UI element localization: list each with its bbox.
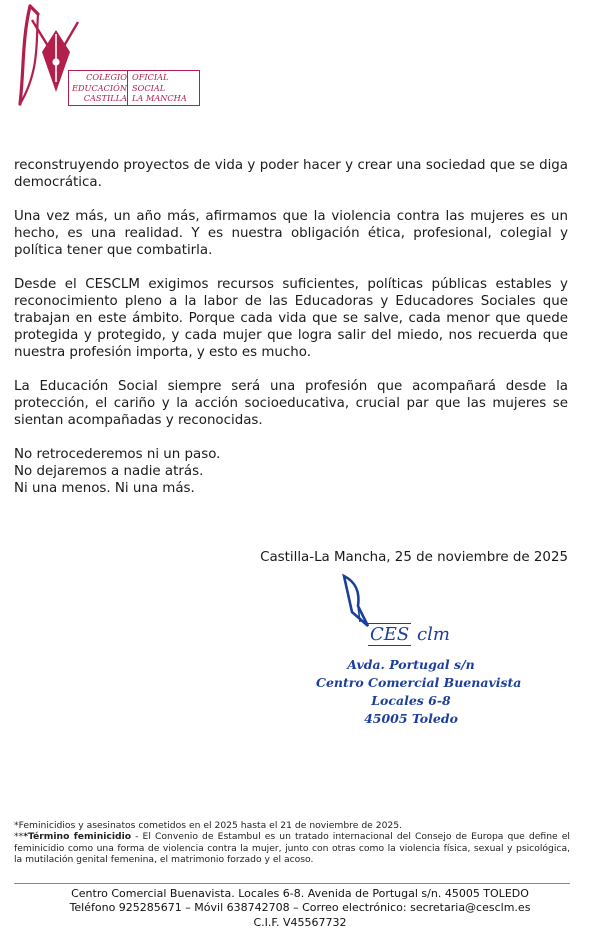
logo-line: COLEGIO xyxy=(86,72,127,82)
stamp-line: Avda. Portugal s/n xyxy=(347,657,475,672)
footnote-2 xyxy=(14,831,570,865)
logo-wordmark xyxy=(68,70,200,106)
body-paragraph: La Educación Social siempre será una profesión que acompañará desde la protección, el cariño y la acción socioeducativa, crucial par que las mujeres se sientan acompañadas y reconocidas. xyxy=(14,379,568,428)
logo-line: SOCIAL xyxy=(132,82,166,93)
stamp-line: 45005 Toledo xyxy=(364,711,458,726)
closing-line: No retrocederemos ni un paso. xyxy=(14,447,221,462)
footer-address: Centro Comercial Buenavista. Locales 6-8. Avenida de Portugal s/n. 45005 TOLEDO xyxy=(71,887,529,900)
body-paragraph: Una vez más, un año más, afirmamos que la violencia contra las mujeres es un hecho, es una realidad. Y es nuestra obligación ética, profesional, colegial y política tener que combatirla. xyxy=(14,209,568,258)
institution-stamp xyxy=(316,572,522,732)
college-logo xyxy=(12,0,192,108)
footnote-2-text: - El Convenio de Estambul es un tratado internacional del Consejo de Europa que define el feminicidio como una forma de violencia contra la mujer, junto con otras como la violencia física, sexual y psicológica, la mutilación genital femenina, el matrimonio forzado y el acoso. xyxy=(14,831,570,866)
stamp-line: Centro Comercial Buenavista xyxy=(316,675,522,690)
letter-body xyxy=(14,157,568,514)
footer xyxy=(0,887,600,930)
footnote-1: *Feminicidios y asesinatos cometidos en el 2025 hasta el 21 de noviembre de 2025. xyxy=(14,820,403,831)
logo-line: CASTILLA xyxy=(83,93,127,104)
logo-line: LA MANCHA xyxy=(132,93,187,104)
footnote-2-prefix: ** xyxy=(14,831,24,843)
date-line: Castilla-La Mancha, 25 de noviembre de 2025 xyxy=(260,550,568,565)
logo-line: EDUCACIÓN xyxy=(72,82,127,93)
closing-line: Ni una menos. Ni una más. xyxy=(14,481,195,496)
body-paragraph: reconstruyendo proyectos de vida y poder hacer y crear una sociedad que se diga democrática. xyxy=(14,158,568,190)
closing-statements xyxy=(14,446,568,497)
footer-contact: Teléfono 925285671 – Móvil 638742708 – Correo electrónico: secretaria@cesclm.es xyxy=(69,901,531,915)
logo-left-text xyxy=(69,72,127,104)
footnotes xyxy=(14,820,570,866)
body-paragraph: Desde el CESCLM exigimos recursos suficientes, políticas públicas estables y reconocimiento pleno a la labor de las Educadoras y Educadores Sociales que trabajan en este ámbito. Porque cada vida que se salve, cada menor que quede protegida y protegido, y cada mujer que logra salir del miedo, nos recuerda que nuestra profesión importa, y esto es mucho. xyxy=(14,277,568,360)
logo-divider xyxy=(127,71,128,105)
stamp-ces-text: CES xyxy=(370,624,410,645)
closing-line: No dejaremos a nadie atrás. xyxy=(14,464,204,479)
logo-right-text xyxy=(132,72,198,104)
logo-line: OFICIAL xyxy=(132,72,169,82)
stamp-line: Locales 6-8 xyxy=(371,693,451,708)
footer-divider xyxy=(14,883,570,884)
stamp-clm-text: clm xyxy=(416,624,450,645)
footnote-2-term: *Término feminicidio xyxy=(23,831,132,843)
stamp-wordmark xyxy=(368,624,450,645)
footer-cif: C.I.F. V45567732 xyxy=(253,915,347,929)
